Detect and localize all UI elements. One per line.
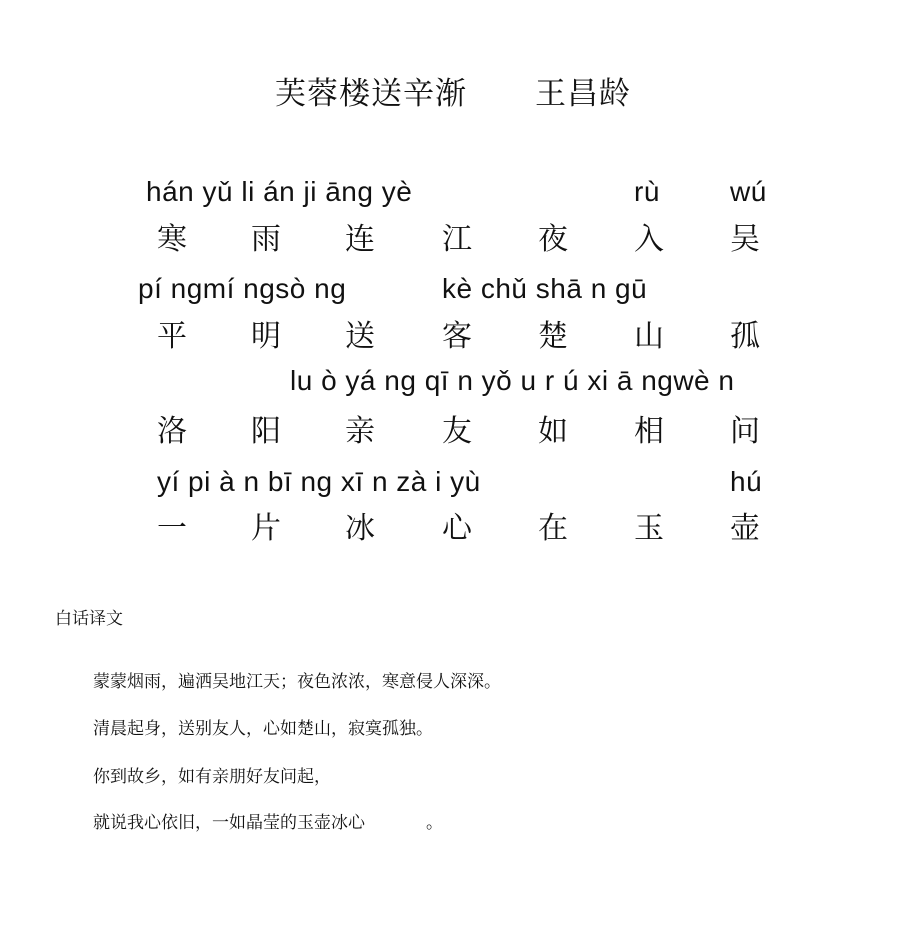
hanzi-line-4-char-7: 壶 [730, 511, 760, 546]
hanzi-line-3-char-1: 洛 [157, 414, 187, 449]
poem-title: 芙蓉楼送辛渐 [275, 76, 467, 112]
hanzi-line-2-char-1: 平 [157, 319, 187, 354]
hanzi-line-3-char-4: 友 [442, 414, 472, 449]
translation-heading: 白话译文 [55, 609, 123, 629]
hanzi-line-3-char-2: 阳 [251, 414, 281, 449]
hanzi-line-1-char-3: 连 [345, 222, 375, 257]
hanzi-line-1-char-2: 雨 [251, 222, 281, 257]
hanzi-line-4-char-6: 玉 [634, 511, 664, 546]
hanzi-line-1-char-5: 夜 [538, 222, 568, 257]
hanzi-line-2-char-7: 孤 [730, 319, 760, 354]
translation-paragraph-3: 你到故乡，如有亲朋好友问起， [93, 767, 331, 787]
hanzi-line-4-char-5: 在 [538, 511, 568, 546]
hanzi-line-3-char-6: 相 [634, 414, 664, 449]
pinyin-line-2-part-1: pí ngmí ngsò ng [138, 273, 347, 304]
hanzi-line-1-char-7: 吴 [730, 222, 760, 257]
translation-paragraph-4: 就说我心依旧，一如晶莹的玉壶冰心 [93, 813, 365, 833]
hanzi-line-3-char-3: 亲 [345, 414, 375, 449]
hanzi-line-4-char-4: 心 [442, 511, 472, 546]
hanzi-line-1-char-6: 入 [634, 222, 664, 257]
hanzi-line-2-char-3: 送 [345, 319, 375, 354]
pinyin-line-1-part-1: hán yǔ li án ji āng yè [146, 176, 413, 207]
poem-author: 王昌龄 [535, 76, 631, 112]
pinyin-line-1-part-2: rù [634, 176, 660, 207]
pinyin-line-2-part-2: kè chǔ shā n gū [442, 273, 648, 304]
hanzi-line-1-char-4: 江 [442, 222, 472, 257]
hanzi-line-4-char-1: 一 [157, 511, 187, 546]
hanzi-line-4-char-2: 片 [251, 511, 281, 546]
translation-paragraph-2: 清晨起身，送别友人，心如楚山，寂寞孤独。 [93, 719, 433, 739]
translation-paragraph-1: 蒙蒙烟雨，遍洒吴地江天；夜色浓浓，寒意侵人深深。 [93, 672, 501, 692]
pinyin-line-4-part-2: hú [730, 466, 763, 497]
hanzi-line-2-char-5: 楚 [538, 319, 568, 354]
hanzi-line-2-char-6: 山 [634, 319, 664, 354]
hanzi-line-3-char-5: 如 [538, 414, 568, 449]
hanzi-line-3-char-7: 问 [730, 414, 760, 449]
hanzi-line-4-char-3: 冰 [345, 511, 375, 546]
hanzi-line-2-char-2: 明 [251, 319, 281, 354]
hanzi-line-1-char-1: 寒 [157, 222, 187, 257]
pinyin-line-1-part-3: wú [730, 176, 767, 207]
pinyin-line-4-part-1: yí pi à n bī ng xī n zà i yù [157, 466, 481, 497]
translation-trailing-period: 。 [426, 813, 443, 833]
pinyin-line-3: lu ò yá ng qī n yǒ u r ú xi ā ngwè n [290, 365, 735, 396]
hanzi-line-2-char-4: 客 [442, 319, 472, 354]
